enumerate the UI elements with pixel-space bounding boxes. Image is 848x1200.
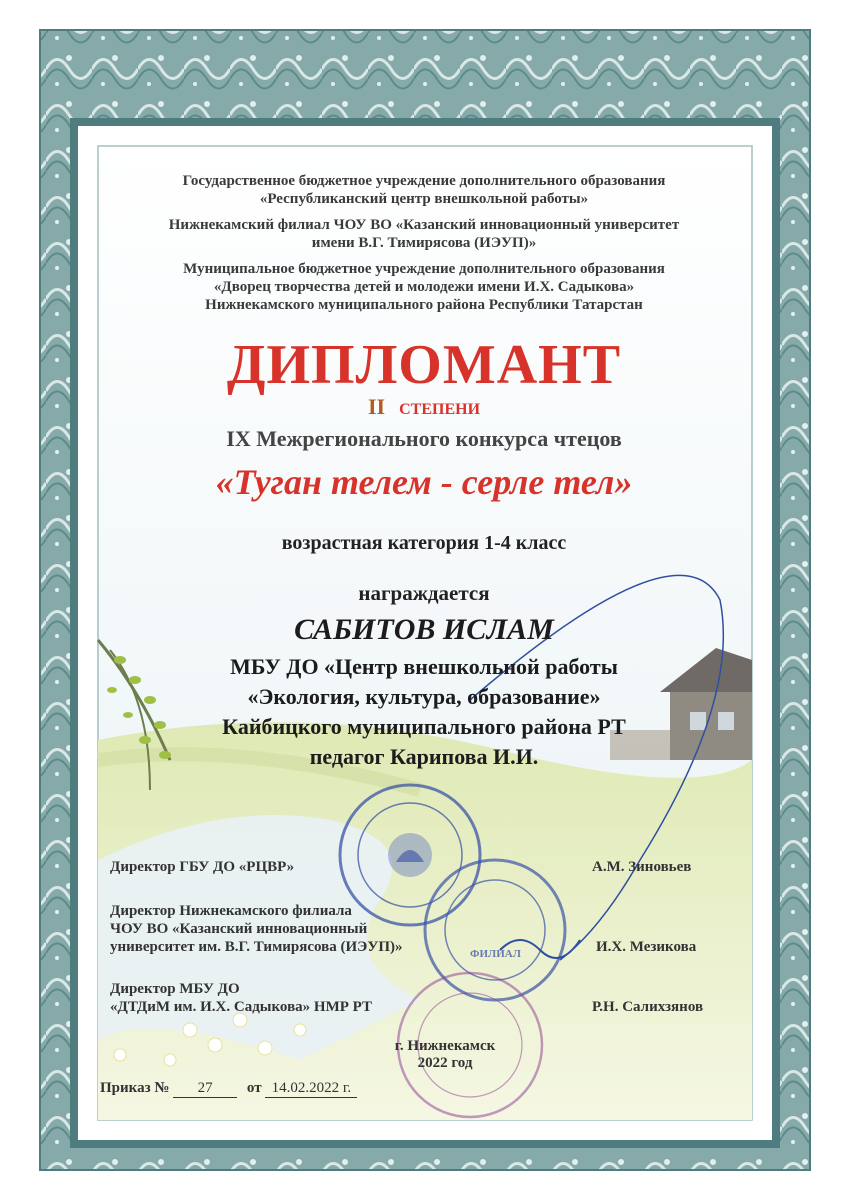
diploma-title: ДИПЛОМАНТ xyxy=(226,334,622,396)
order-number: 27 xyxy=(173,1080,237,1098)
signature-3-position: Директор МБУ ДО «ДТДиМ им. И.Х. Садыкова» НМР РТ xyxy=(110,981,373,1015)
signature-2-name: И.Х. Мезикова xyxy=(596,939,697,955)
degree-word: СТЕПЕНИ xyxy=(399,401,481,418)
diploma-degree xyxy=(0,395,848,422)
degree-roman: II xyxy=(367,394,386,419)
winner-line: «Экология, культура, образование» xyxy=(247,684,601,709)
awarded-label: награждается xyxy=(358,581,490,605)
organization-1: Государственное бюджетное учреждение дополнительного образования «Республиканский центр внешкольной работы» xyxy=(182,173,666,207)
round-stamp-2 xyxy=(425,860,565,1000)
signature-1-position: Директор ГБУ ДО «РЦВР» xyxy=(110,859,295,875)
year: 2022 год xyxy=(417,1055,473,1071)
age-category: возрастная категория 1-4 класс xyxy=(281,532,567,554)
order-line xyxy=(100,1080,357,1098)
stamp-label: ФИЛИАЛ xyxy=(470,948,521,960)
winner-line: МБУ ДО «Центр внешкольной работы xyxy=(230,654,618,679)
signature-2-position: Директор Нижнекамского филиала ЧОУ ВО «Казанский инновационный университет им. В.Г. Тимирясова (ИЭУП)» xyxy=(110,903,403,955)
winner-details xyxy=(0,652,848,772)
signature-1-name: А.М. Зиновьев xyxy=(592,859,692,875)
city: г. Нижнекамск xyxy=(394,1038,496,1054)
order-label: Приказ № xyxy=(100,1080,170,1096)
contest-motto: «Туган телем - серле тел» xyxy=(215,462,633,502)
order-date: 14.02.2022 г. xyxy=(265,1080,357,1098)
winner-line: педагог Карипова И.И. xyxy=(309,744,539,769)
signature-3-name: Р.Н. Салихзянов xyxy=(592,999,704,1015)
organization-2: Нижнекамский филиал ЧОУ ВО «Казанский инновационный университет имени В.Г. Тимирясова (ИЭУП)» xyxy=(168,217,680,251)
contest-name: IX Межрегионального конкурса чтецов xyxy=(226,426,622,451)
order-date-label: от xyxy=(246,1080,262,1096)
winner-line: Кайбицкого муниципального района РТ xyxy=(222,714,626,739)
winner-name: САБИТОВ ИСЛАМ xyxy=(294,613,554,646)
organization-3: Муниципальное бюджетное учреждение дополнительного образования «Дворец творчества детей и молодежи имени И.Х. Садыкова» Нижнекамского муниципального района Республики Татарстан xyxy=(183,261,665,313)
